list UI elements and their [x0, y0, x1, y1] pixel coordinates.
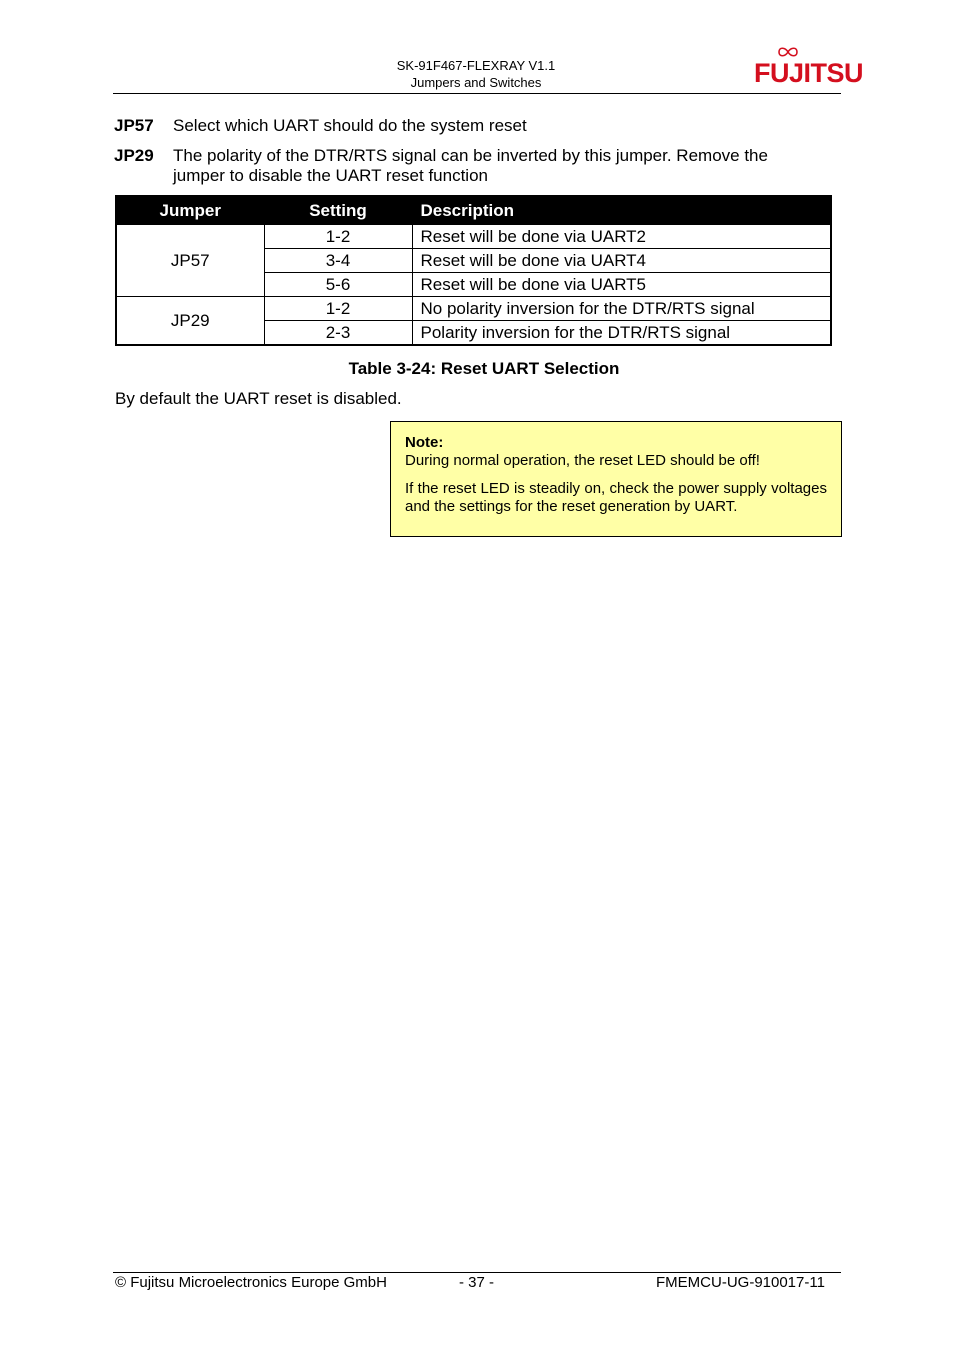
fujitsu-logo: [754, 44, 864, 90]
description-cell: Reset will be done via UART4: [412, 249, 831, 273]
table-caption: Table 3-24: Reset UART Selection: [348, 359, 620, 378]
jumper-cell: JP29: [116, 297, 264, 346]
table-row: [116, 297, 831, 321]
footer-copyright: © Fujitsu Microelectronics Europe GmbH: [115, 1274, 387, 1291]
description-cell: Polarity inversion for the DTR/RTS signal: [412, 321, 831, 346]
description-cell: Reset will be done via UART2: [412, 225, 831, 249]
header-doc-title: SK-91F467-FLEXRAY V1.1: [396, 58, 556, 73]
setting-cell: 5-6: [264, 273, 412, 297]
header-jumper: Jumper: [116, 196, 264, 225]
setting-cell: 1-2: [264, 225, 412, 249]
note-line-2: If the reset LED is steadily on, check the power supply voltages and the settings for the reset generation by UART.: [405, 480, 827, 515]
jp29-description: The polarity of the DTR/RTS signal can be inverted by this jumper. Remove the jumper to disable the UART reset function: [173, 146, 768, 185]
note-box: [390, 421, 842, 537]
jp29-label: JP29: [114, 146, 154, 165]
header-description: Description: [412, 196, 831, 225]
description-cell: Reset will be done via UART5: [412, 273, 831, 297]
setting-cell: 3-4: [264, 249, 412, 273]
table-header-row: [116, 196, 831, 225]
description-cell: No polarity inversion for the DTR/RTS signal: [412, 297, 831, 321]
note-title: Note:: [405, 434, 444, 451]
jp57-description: Select which UART should do the system reset: [173, 116, 527, 135]
jp57-label: JP57: [114, 116, 154, 135]
note-line-1: During normal operation, the reset LED should be off!: [405, 452, 760, 469]
table-row: [116, 225, 831, 249]
footer-page-number: - 37 -: [459, 1274, 495, 1291]
default-state-text: By default the UART reset is disabled.: [115, 389, 402, 408]
footer-doc-id: FMEMCU-UG-910017-11: [656, 1274, 825, 1291]
footer-rule: [113, 1272, 841, 1273]
setting-cell: 1-2: [264, 297, 412, 321]
header-rule: [113, 93, 841, 94]
logo-wordmark: FUJITSU: [754, 58, 864, 88]
header-setting: Setting: [264, 196, 412, 225]
header-section-title: Jumpers and Switches: [410, 75, 542, 90]
reset-uart-table: [115, 195, 832, 346]
jumper-cell: JP57: [116, 225, 264, 297]
setting-cell: 2-3: [264, 321, 412, 346]
